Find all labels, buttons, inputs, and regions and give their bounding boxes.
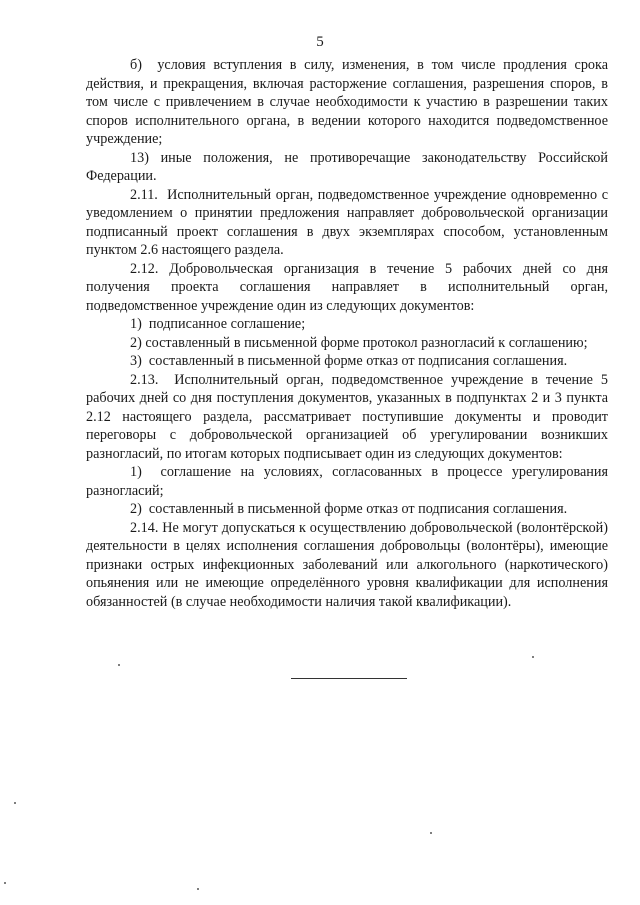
paragraph-2-14: 2.14. Не могут допускаться к осуществлению добровольческой (волонтёрской) деятельности в целях исполнения соглашения добровольцы (волонтёры), имеющие признаки острых инфекционных заболеваний или алкогольного (наркотического) опьянения или не имеющие определённого уровня квалификации для исполнения обязанностей (в случае необходимости наличия такой квалификации). bbox=[86, 519, 608, 610]
page-number: 5 bbox=[316, 34, 324, 50]
end-separator-line bbox=[291, 678, 407, 679]
paragraph-2-12: 2.12. Добровольческая организация в течение 5 рабочих дней со дня получения проекта соглашения направляет в исполнительный орган, подведомственное учреждение один из следующих документов: bbox=[86, 260, 608, 314]
scan-speck bbox=[4, 882, 6, 884]
paragraph-13-other-provisions: 13) иные положения, не противоречащие законодательству Российской Федерации. bbox=[86, 149, 608, 184]
paragraph-2-13: 2.13. Исполнительный орган, подведомственное учреждение в течение 5 рабочих дней со дня поступления документов, указанных в подпунктах 2 и 3 пункта 2.12 настоящего раздела, рассматривает поступившие документы и проводит переговоры с добровольческой организацией об урегулировании возникших разногласий, по итогам которых подписывает один из следующих документов: bbox=[86, 371, 608, 462]
scan-speck bbox=[118, 664, 120, 666]
scan-speck bbox=[532, 656, 534, 658]
paragraph-2-11: 2.11. Исполнительный орган, подведомственное учреждение одновременно с уведомлением о принятии предложения направляет добровольческой организации подписанный проект соглашения в двух экземплярах способом, установленным пунктом 2.6 настоящего раздела. bbox=[86, 186, 608, 258]
document-body bbox=[86, 56, 608, 611]
scan-speck bbox=[430, 832, 432, 834]
list-item-refusal-2: 2) составленный в письменной форме отказ от подписания соглашения. bbox=[130, 501, 568, 517]
paragraph-6-conditions: б) условия вступления в силу, изменения, в том числе продления срока действия, и прекращения, включая расторжение соглашения, разрешения споров, в том числе с привлечением в случае необходимости к участию в разрешении таких споров исполнительного органа, в ведении которого находится подведомственное учреждение; bbox=[86, 57, 608, 147]
list-item-signed-agreement: 1) подписанное соглашение; bbox=[130, 316, 306, 332]
list-item-agreed-conditions: 1) соглашение на условиях, согласованных в процессе урегулирования разногласий; bbox=[86, 464, 608, 499]
scan-speck bbox=[197, 888, 199, 890]
list-item-refusal: 3) составленный в письменной форме отказ от подписания соглашения. bbox=[130, 353, 568, 369]
scan-speck bbox=[14, 802, 16, 804]
list-item-disagreement-protocol: 2) составленный в письменной форме протокол разногласий к соглашению; bbox=[130, 334, 588, 351]
